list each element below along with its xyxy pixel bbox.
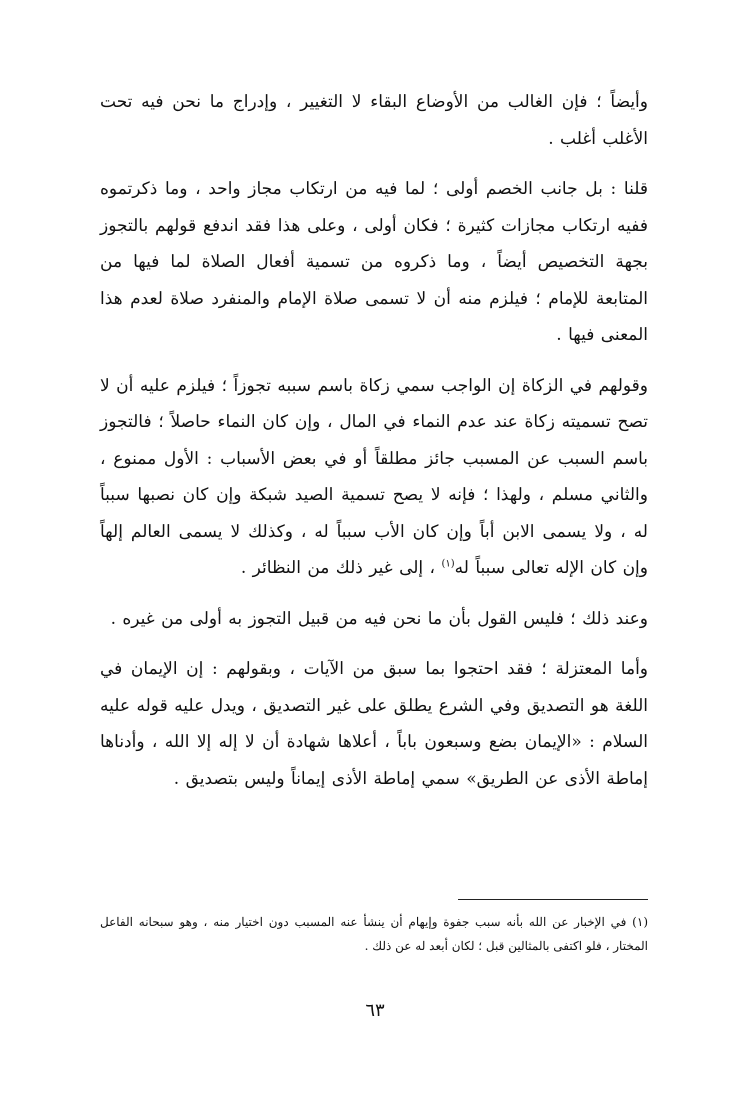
paragraph-4: وعند ذلك ؛ فليس القول بأن ما نحن فيه من قبيل التجوز به أولى من غيره . (110, 608, 648, 629)
paragraph-2: قلنا : بل جانب الخصم أولى ؛ لما فيه من ارتكاب مجاز واحد ، وما ذكرتموه ففيه ارتكاب مجازات كثيرة ؛ فكان أولى ، وعلى هذا فقد اندفع قولهم بالتجوز بجهة التخصيص أيضاً ، وما ذكروه من تسمية أفعال الصلاة لما فيها من المتابعة للإمام ؛ فيلزم منه أن لا تسمى صلاة الإمام والمنفرد صلاة لعدم هذا المعنى فيها . (100, 179, 648, 345)
footnote-divider (458, 899, 648, 900)
paragraph-5: وأما المعتزلة ؛ فقد احتجوا بما سبق من الآيات ، وبقولهم : إن الإيمان في اللغة هو التصديق وفي الشرع يطلق على غير التصديق ، ويدل عليه قوله عليه السلام : «الإيمان بضع وسبعون باباً ، أعلاها شهادة أن لا إله إلا الله ، وأدناها إماطة الأذى عن الطريق» سمي إماطة الأذى إيماناً وليس بتصديق . (100, 659, 648, 789)
paragraph-3-text: وقولهم في الزكاة إن الواجب سمي زكاة باسم سببه تجوزاً ؛ فيلزم عليه أن لا تصح تسميته زكاة عند عدم النماء في المال ، وإن كان النماء حاصلاً ؛ فالتجوز باسم السبب عن المسبب جائز مطلقاً أو في بعض الأسباب : الأول ممنوع ، والثاني مسلم ، ولهذا ؛ فإنه لا يصح تسمية الصيد شبكة وإن كان نصبها سبباً له ، ولا يسمى الابن أباً وإن كان الأب سبباً له ، وكذلك لا يسمى العالم إلهاً وإن كان الإله تعالى سبباً له (100, 375, 648, 578)
paragraph-1: وأيضاً ؛ فإن الغالب من الأوضاع البقاء لا التغيير ، وإدراج ما نحن فيه تحت الأغلب أغلب . (100, 92, 648, 149)
body-text (100, 84, 648, 797)
paragraph-3 (100, 368, 648, 587)
paragraph-3-tail: ، إلى غير ذلك من النظائر . (240, 558, 442, 578)
page-number: ٦٣ (365, 1000, 385, 1021)
footnote: (١) في الإخبار عن الله بأنه سبب جفوة وإيهام أن ينشأ عنه المسبب دون اختيار منه ، وهو سبحانه الفاعل المختار ، فلو اكتفى بالمثالين قبل ؛ لكان أبعد له عن ذلك . (100, 915, 648, 953)
footnote-reference[interactable]: (١) (441, 558, 455, 570)
